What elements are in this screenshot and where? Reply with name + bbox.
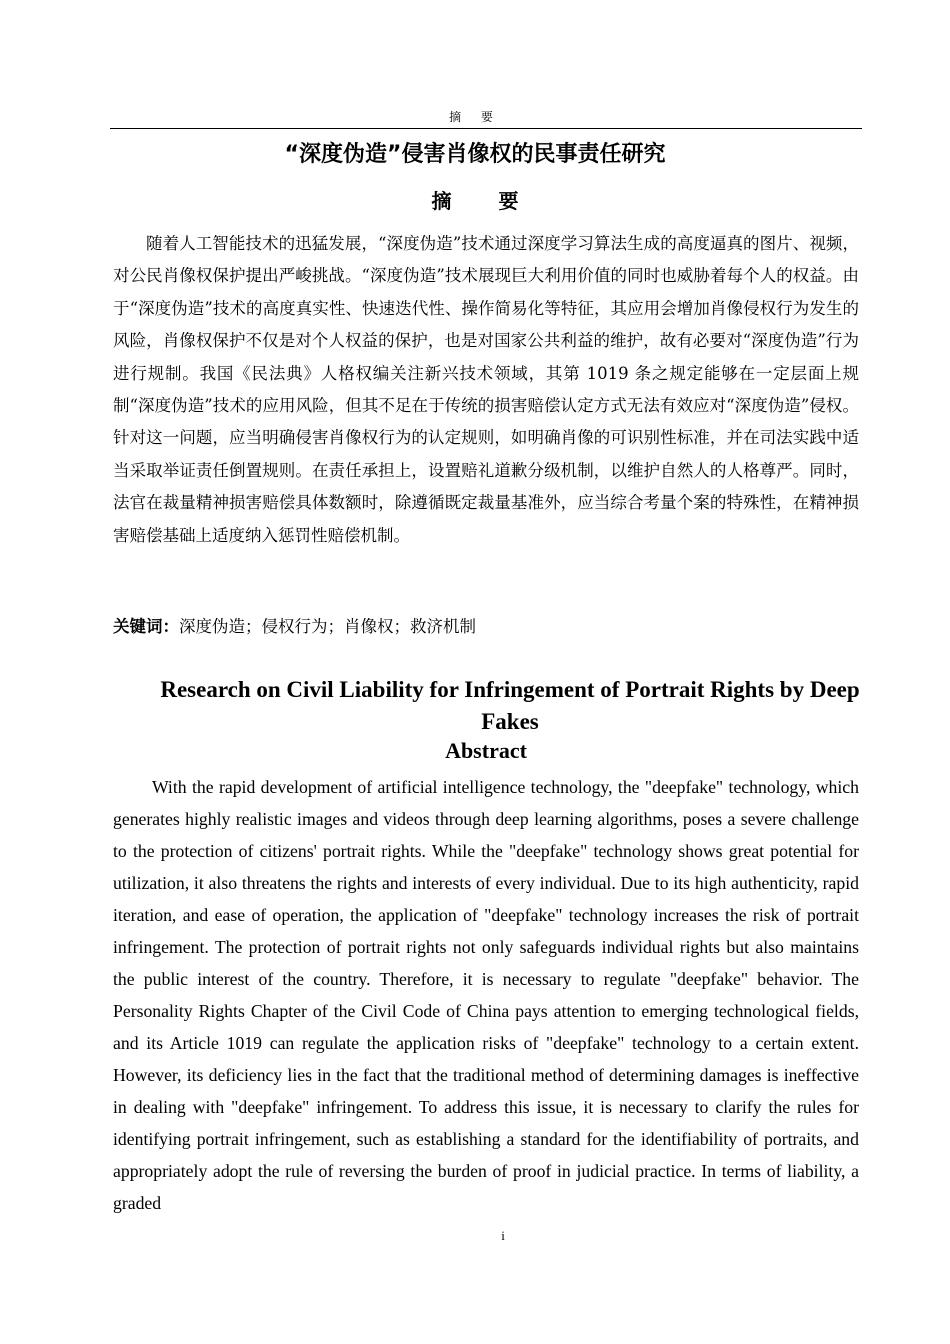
english-abstract-body: With the rapid development of artificial intelligence technology, the "deepfake" technology, which generates highly realistic images and videos through deep learning algorithms, poses a severe challenge to the protection of citizens' portrait rights. While the "deepfake" technology shows great potential for utilization, it also threatens the rights and interests of every individual. Due to its high authenticity, rapid iteration, and ease of operation, the application of "deepfake" technology increases the risk of portrait infringement. The protection of portrait rights not only safeguards individual rights but also maintains the public interest of the country. Therefore, it is necessary to regulate "deepfake" behavior. The Personality Rights Chapter of the Civil Code of China pays attention to emerging technological fields, and its Article 1019 can regulate the application risks of "deepfake" technology to a certain extent. However, its deficiency lies in the fact that the traditional method of determining damages is ineffective in dealing with "deepfake" infringement. To address this issue, it is necessary to clarify the rules for identifying portrait infringement, such as establishing a standard for the identifiability of portraits, and appropriately adopt the rule of reversing the burden of proof in judicial practice. In terms of liability, a graded [113,777,859,1213]
chinese-abstract-heading: 摘 要 [431,189,539,213]
running-header: 摘 要 [449,110,501,124]
page-number: i [501,1228,505,1243]
header-rule [110,128,862,129]
chinese-keywords [113,612,859,642]
english-abstract-heading: Abstract [445,738,527,763]
keywords-label: 关键词： [113,617,179,636]
chinese-title: “深度伪造”侵害肖像权的民事责任研究 [284,142,666,167]
english-title: Research on Civil Liability for Infringement of Portrait Rights by Deep Fakes [160,677,860,734]
keywords-list: 深度伪造；侵权行为；肖像权；救济机制 [179,617,476,636]
chinese-abstract-body: 随着人工智能技术的迅猛发展，“深度伪造”技术通过深度学习算法生成的高度逼真的图片、视频，对公民肖像权保护提出严峻挑战。“深度伪造”技术展现巨大利用价值的同时也威胁着每个人的权益。由于“深度伪造”技术的高度真实性、快速迭代性、操作简易化等特征，其应用会增加肖像侵权行为发生的风险，肖像权保护不仅是对个人权益的保护，也是对国家公共利益的维护，故有必要对“深度伪造”行为进行规制。我国《民法典》人格权编关注新兴技术领域，其第 1019 条之规定能够在一定层面上规制“深度伪造”技术的应用风险，但其不足在于传统的损害赔偿认定方式无法有效应对“深度伪造”侵权。针对这一问题，应当明确侵害肖像权行为的认定规则，如明确肖像的可识别性标准，并在司法实践中适当采取举证责任倒置规则。在责任承担上，设置赔礼道歉分级机制，以维护自然人的人格尊严。同时，法官在裁量精神损害赔偿具体数额时，除遵循既定裁量基准外，应当综合考量个案的特殊性，在精神损害赔偿基础上适度纳入惩罚性赔偿机制。 [113,234,859,545]
